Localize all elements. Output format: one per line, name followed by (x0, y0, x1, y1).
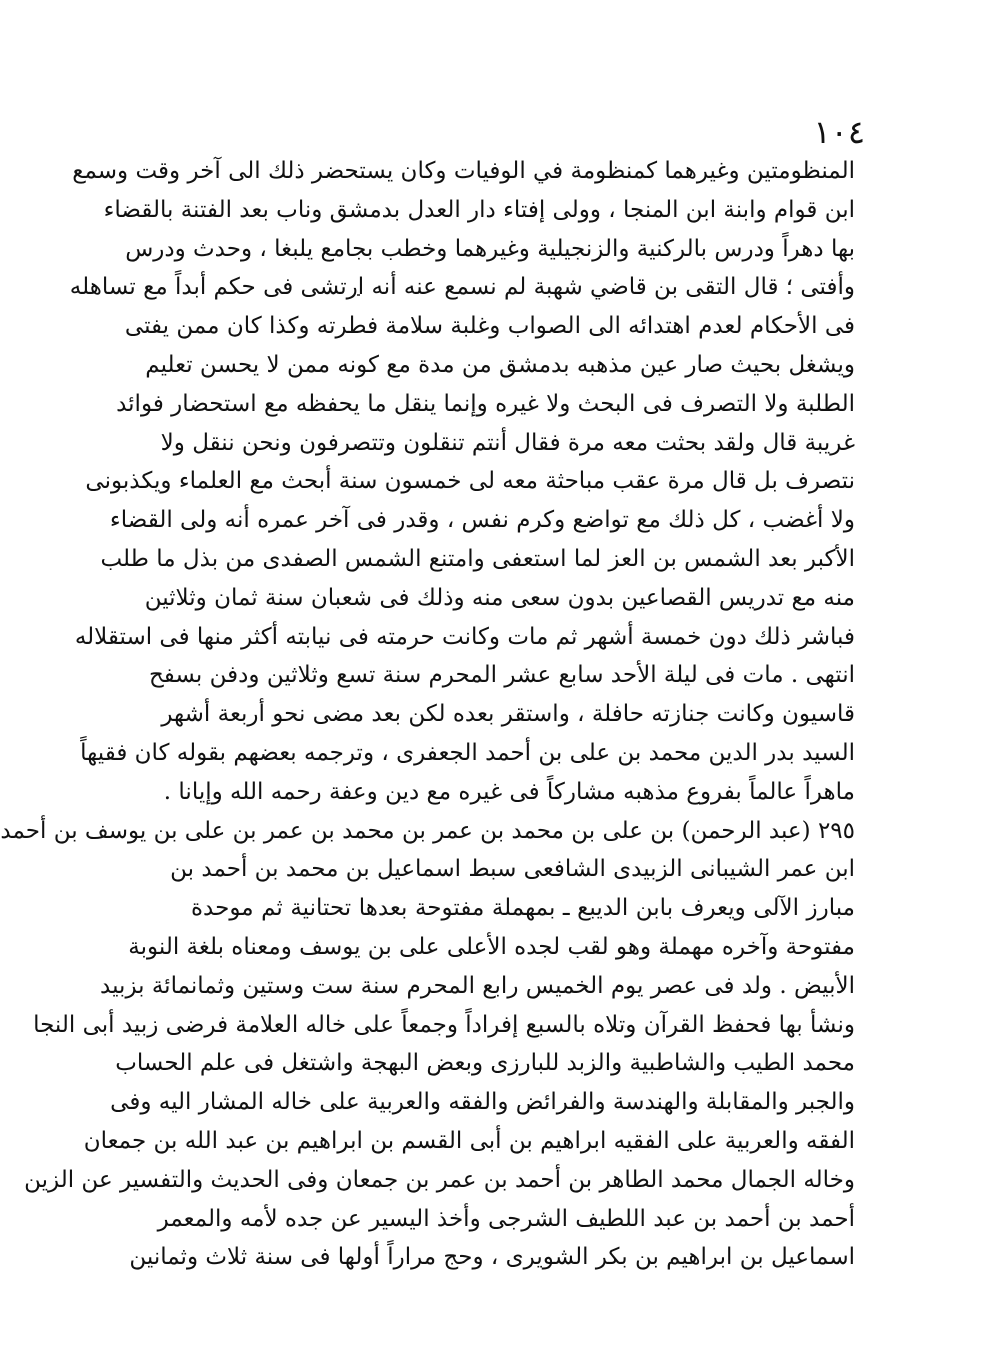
text-line: ويشغل بحيث صار عين مذهبه بدمشق من مدة مع كونه ممن لا يحسن تعليم (145, 351, 855, 378)
text-line: انتهى . مات فى ليلة الأحد سابع عشر المحرم سنة تسع وثلاثين ودفن بسفح (148, 662, 855, 689)
text-line: المنظومتين وغيرهما كمنظومة في الوفيات وكان يستحضر ذلك الى آخر وقت وسمع (72, 158, 855, 184)
entry-heading-line: ٢٩٥ (عبد الرحمن) بن على بن محمد بن عمر بن محمد بن عمر بن على بن يوسف بن أحمد (0, 817, 855, 844)
text-line: نتصرف بل قال مرة عقب مباحثة معه لى خمسون سنة أبحث مع العلماء ويكذبونى (85, 468, 855, 495)
text-line: الأبيض . ولد فى عصر يوم الخميس رابع المحرم سنة ست وستين وثمانمائة بزبيد (100, 972, 855, 999)
text-line: غريبة قال ولقد بحثت معه مرة فقال أنتم تنقلون وتتصرفون ونحن ننقل ولا (160, 429, 855, 456)
text-line: مبارز الآلى ويعرف بابن الديبع ـ بمهملة مفتوحة بعدها تحتانية ثم موحدة (191, 895, 855, 922)
text-line: قاسيون وكانت جنازته حافلة ، واستقر بعده لكن بعد مضى نحو أربعة أشهر (161, 701, 855, 728)
text-line: فباشر ذلك دون خمسة أشهر ثم مات وكانت حرمته فى نيابته أكثر منها فى استقلاله (74, 623, 855, 650)
page-number: ١٠٤ (813, 113, 865, 151)
text-line: السيد بدر الدين محمد بن على بن أحمد الجعفرى ، وترجمه بعضهم بقوله كان فقيهاً (80, 739, 855, 766)
text-line: وخاله الجمال محمد الطاهر بن أحمد بن عمر بن جمعان وفى الحديث والتفسير عن الزين (24, 1166, 855, 1193)
text-line: أحمد بن أحمد بن عبد اللطيف الشرجى وأخذ اليسير عن جده لأمه والمعمر (157, 1205, 855, 1232)
text-line: ابن عمر الشيبانى الزبيدى الشافعى سبط اسماعيل بن محمد بن أحمد بن (170, 856, 855, 883)
text-line: بها دهراً ودرس بالركنية والزنجيلية وغيرهما وخطب بجامع يلبغا ، وحدث ودرس (125, 235, 855, 262)
text-line: منه مع تدريس القصاعين بدون سعى منه وذلك فى شعبان سنة ثمان وثلاثين (144, 584, 855, 611)
text-line: اسماعيل بن ابراهيم بن بكر الشويرى ، وحج مراراً أولها فى سنة ثلاث وثمانين (129, 1244, 855, 1271)
body-text (0, 152, 855, 1277)
text-line: الفقه والعربية على الفقيه ابراهيم بن أبى القسم بن ابراهيم بن عبد الله بن جمعان (83, 1127, 855, 1154)
text-line: الطلبة ولا التصرف فى البحث ولا غيره وإنما ينقل ما يحفظه مع استحضار فوائد (116, 390, 855, 417)
text-line: الأكبر بعد الشمس بن العز لما استعفى وامتنع الشمس الصفدى من بذل ما طلب (100, 545, 855, 572)
text-line: فى الأحكام لعدم اهتدائه الى الصواب وغلبة سلامة فطرته وكذا كان ممن يفتى (124, 313, 855, 340)
text-line: ونشأ بها فحفظ القرآن وتلاه بالسبع إفراداً وجمعاً على خاله العلامة فرضى زبيد أبى النجا (33, 1011, 855, 1038)
text-line: ابن قوام وابنة ابن المنجا ، وولى إفتاء دار العدل بدمشق وناب بعد الفتنة بالقضاء (103, 196, 855, 223)
text-line: والجبر والمقابلة والهندسة والفرائض والفقه والعربية على خاله المشار اليه وفى (110, 1089, 855, 1116)
text-line: محمد الطيب والشاطبية والزبد للبارزى وبعض البهجة واشتغل فى علم الحساب (115, 1050, 855, 1077)
text-line: وأفتى ؛ قال التقى بن قاضي شهبة لم نسمع عنه أنه ارتشى فى حكم أبداً مع تساهله (69, 274, 855, 301)
text-line: مفتوحة وآخره مهملة وهو لقب لجده الأعلى على بن يوسف ومعناه بلغة النوبة (128, 933, 855, 960)
text-line: ماهراً عالماً بفروع مذهبه مشاركاً فى غيره مع دين وعفة رحمه الله وإيانا . (163, 778, 855, 805)
text-line: ولا أغضب ، كل ذلك مع تواضع وكرم نفس ، وقدر فى آخر عمره أنه ولى القضاء (109, 507, 855, 534)
